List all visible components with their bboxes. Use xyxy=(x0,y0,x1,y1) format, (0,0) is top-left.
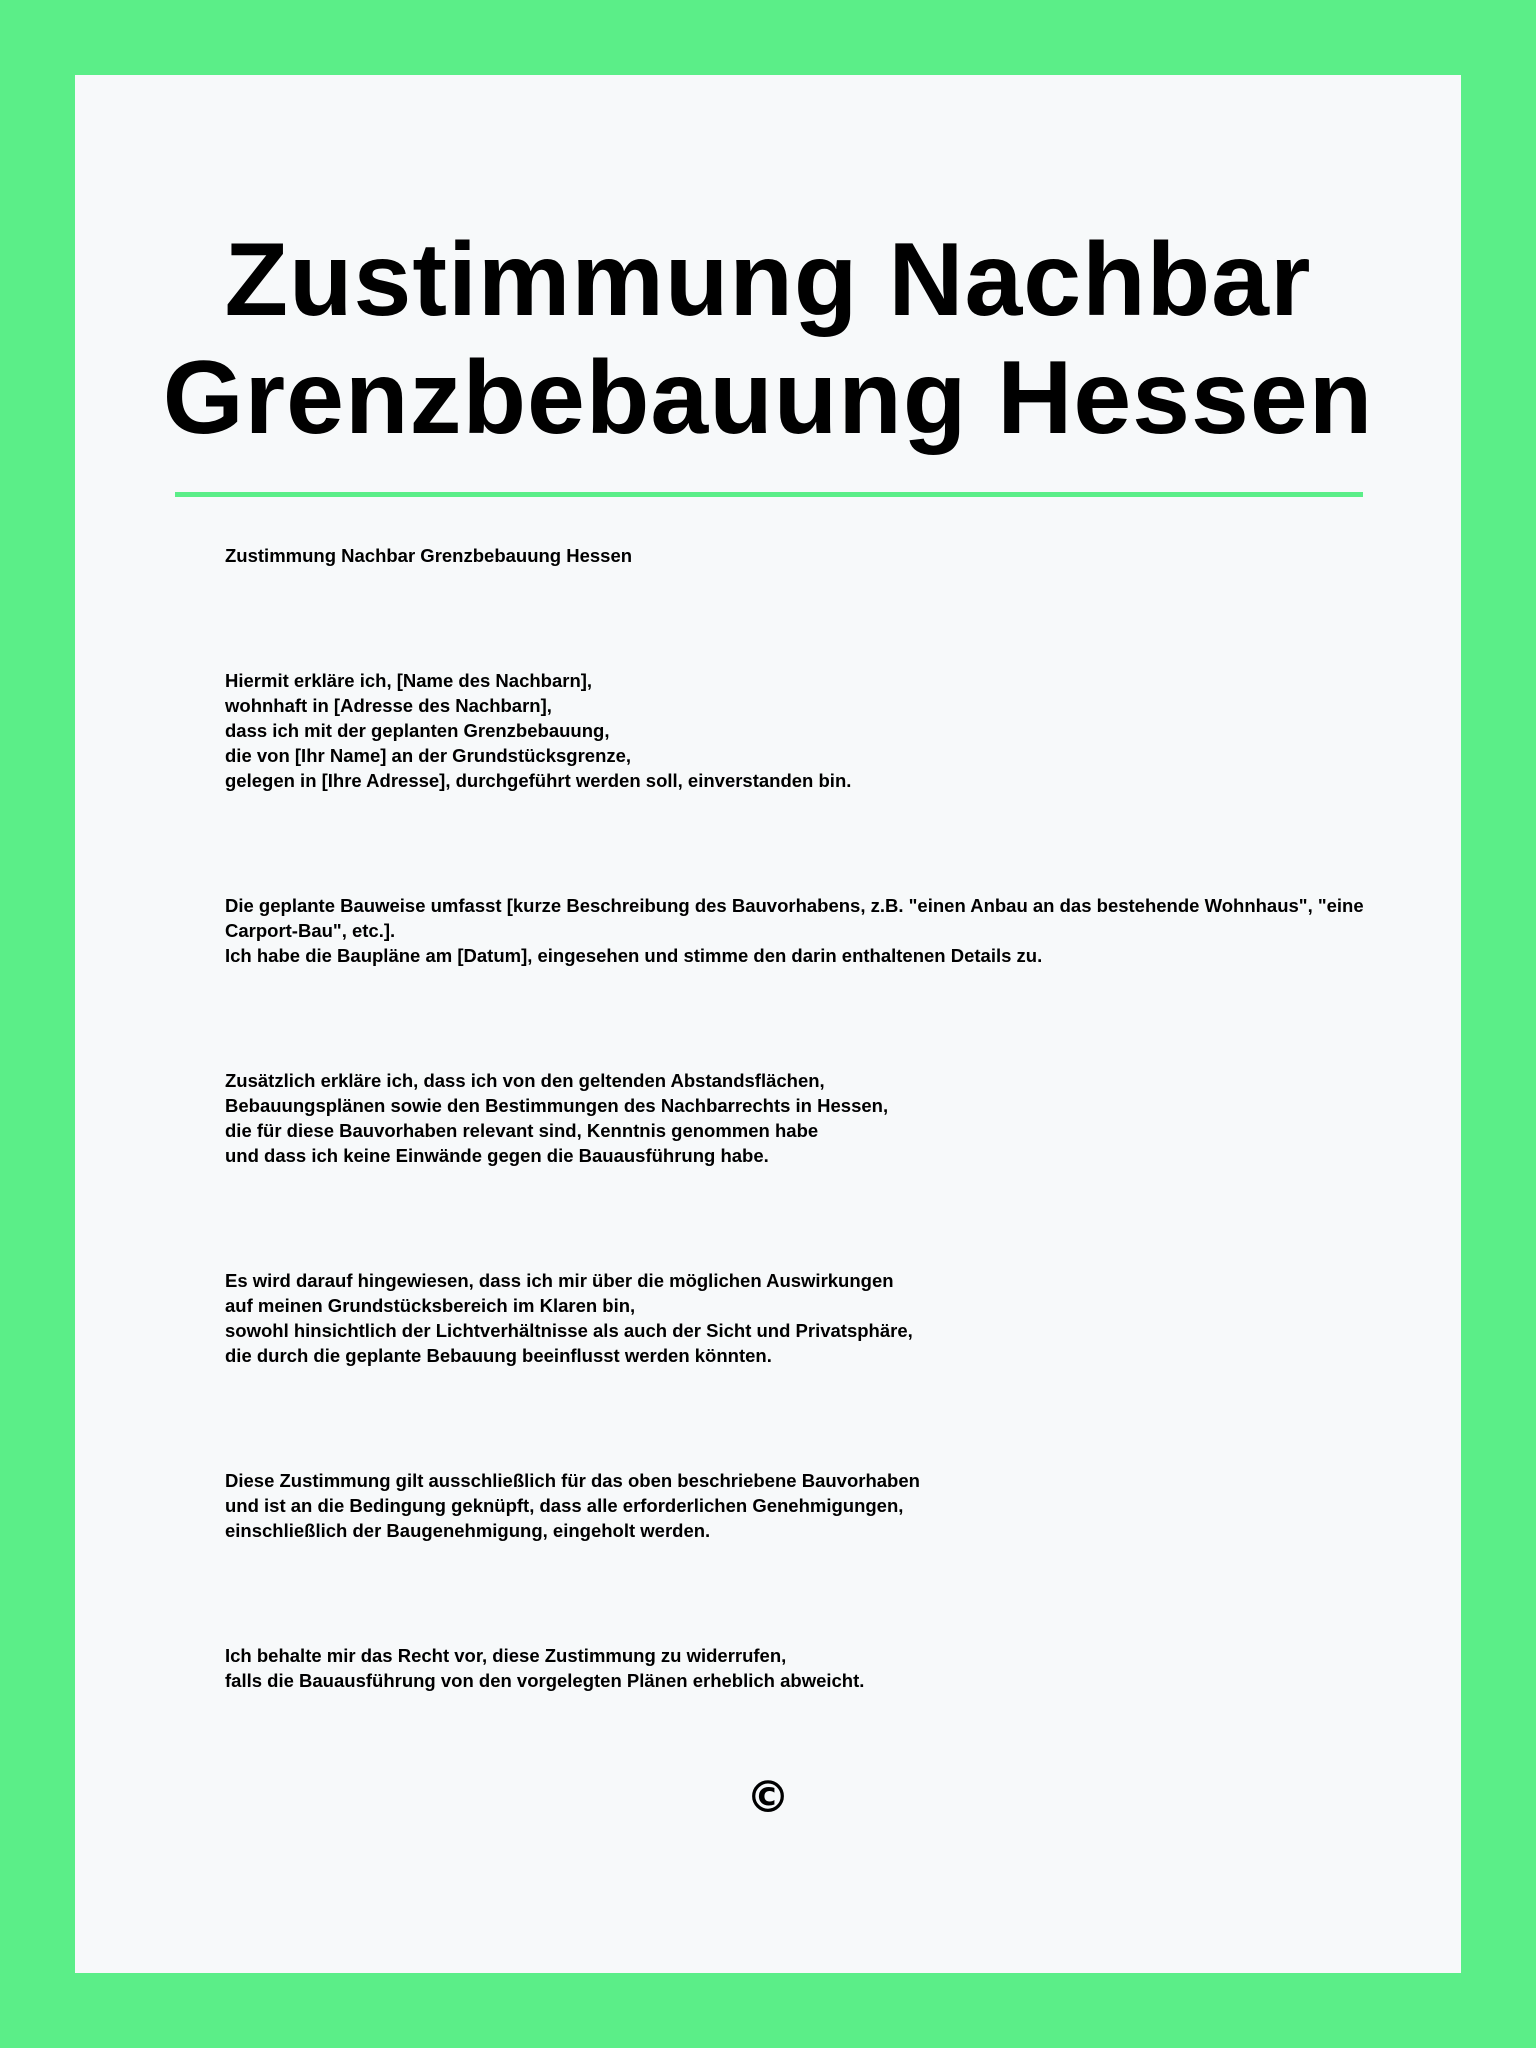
document-subtitle: Zustimmung Nachbar Grenzbebauung Hessen xyxy=(225,545,633,566)
title-line-2: Grenzbebauung Hessen xyxy=(162,340,1374,456)
paragraph-line: Die geplante Bauweise umfasst [kurze Beschreibung des Bauvorhabens, z.B. "einen Anbau an das bestehende Wohnhaus", "eine Carport-Bau", etc.]. xyxy=(225,895,1364,941)
paragraph-line: die von [Ihr Name] an der Grundstücksgrenze, xyxy=(225,745,632,766)
paragraph-revocation xyxy=(225,1643,1375,1693)
paragraph-line: Bebauungsplänen sowie den Bestimmungen des Nachbarrechts in Hessen, xyxy=(225,1095,889,1116)
paragraph-line: und dass ich keine Einwände gegen die Bauausführung habe. xyxy=(225,1145,769,1166)
paragraph-line: Hiermit erkläre ich, [Name des Nachbarn], xyxy=(225,670,593,691)
paragraph-line: Ich habe die Baupläne am [Datum], eingesehen und stimme den darin enthaltenen Details zu. xyxy=(225,945,1043,966)
paragraph-line: falls die Bauausführung von den vorgelegten Plänen erheblich abweicht. xyxy=(225,1670,865,1691)
paragraph-regulations xyxy=(225,1068,1375,1168)
paragraph-effects xyxy=(225,1268,1375,1368)
copyright-icon: © xyxy=(746,1772,790,1823)
document-sheet xyxy=(75,75,1461,1973)
paragraph-line: Diese Zustimmung gilt ausschließlich für das oben beschriebene Bauvorhaben xyxy=(225,1470,920,1491)
title-divider xyxy=(175,492,1363,497)
paragraph-line: gelegen in [Ihre Adresse], durchgeführt werden soll, einverstanden bin. xyxy=(225,770,852,791)
paragraph-line: die durch die geplante Bebauung beeinflusst werden könnten. xyxy=(225,1345,772,1366)
paragraph-line: wohnhaft in [Adresse des Nachbarn], xyxy=(225,695,552,716)
paragraph-line: dass ich mit der geplanten Grenzbebauung, xyxy=(225,720,610,741)
paragraph-line: auf meinen Grundstücksbereich im Klaren bin, xyxy=(225,1295,636,1316)
title-line-1: Zustimmung Nachbar xyxy=(224,222,1312,338)
paragraph-declaration xyxy=(225,668,1375,793)
paragraph-line: und ist an die Bedingung geknüpft, dass alle erforderlichen Genehmigungen, xyxy=(225,1495,904,1516)
paragraph-line: Zusätzlich erkläre ich, dass ich von den geltenden Abstandsflächen, xyxy=(225,1070,825,1091)
paragraph-line: einschließlich der Baugenehmigung, eingeholt werden. xyxy=(225,1520,711,1541)
paragraph-conditions xyxy=(225,1468,1375,1543)
paragraph-line: Ich behalte mir das Recht vor, diese Zustimmung zu widerrufen, xyxy=(225,1645,787,1666)
document-body xyxy=(225,543,1375,1793)
paragraph-line: die für diese Bauvorhaben relevant sind, Kenntnis genommen habe xyxy=(225,1120,819,1141)
paragraph-line: Es wird darauf hingewiesen, dass ich mir über die möglichen Auswirkungen xyxy=(225,1270,894,1291)
paragraph-line: sowohl hinsichtlich der Lichtverhältnisse als auch der Sicht und Privatsphäre, xyxy=(225,1320,913,1341)
page-title xyxy=(75,221,1461,457)
paragraph-building-description xyxy=(225,893,1375,968)
